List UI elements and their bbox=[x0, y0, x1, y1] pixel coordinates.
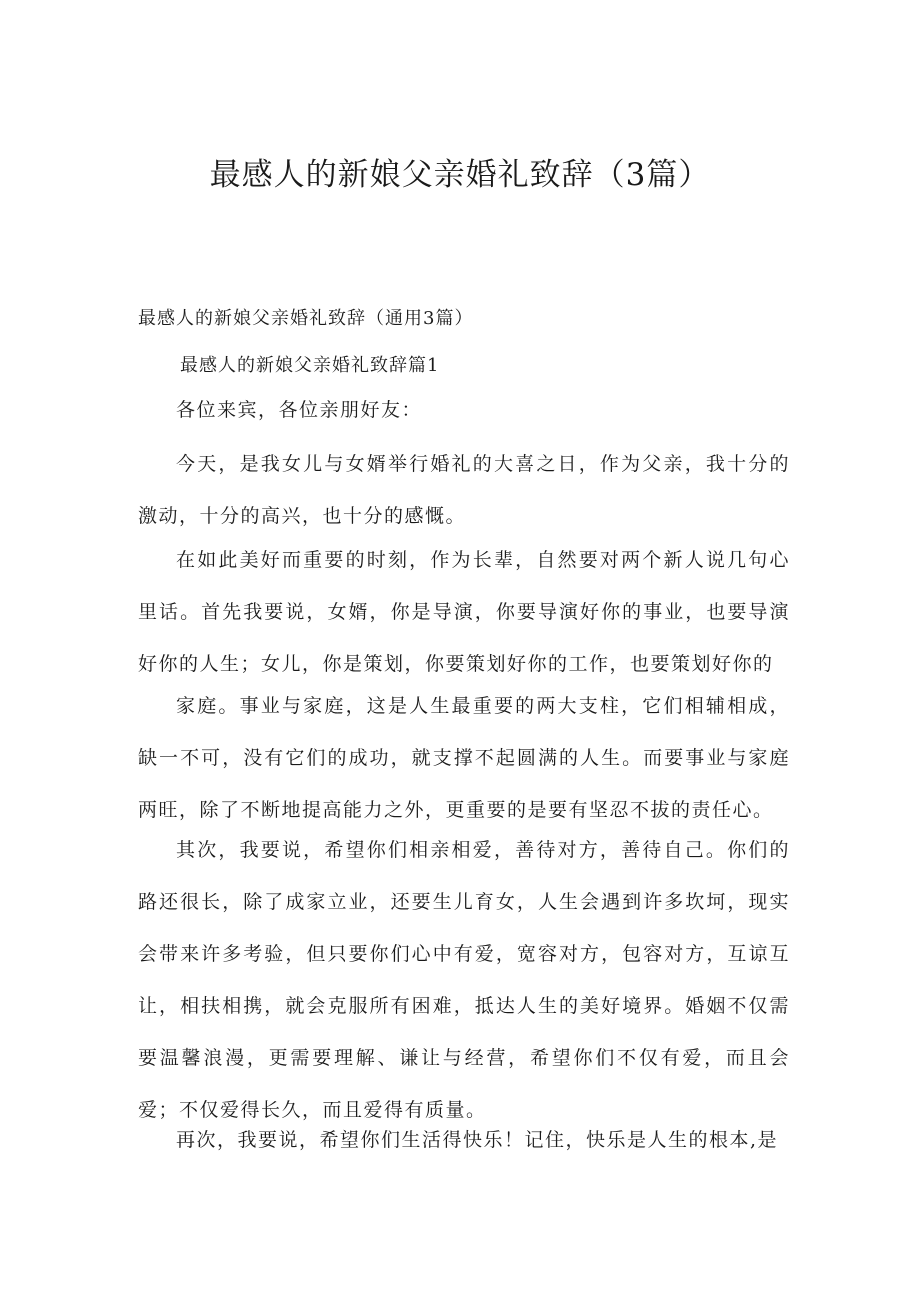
paragraph-2: 在如此美好而重要的时刻，作为长辈，自然要对两个新人说几句心里话。首先我要说，女婿，你是导演，你要导演好你的事业，也要导演好你的人生；女儿，你是策划，你要策划好你的工作，也要策划好你的 bbox=[138, 549, 790, 675]
document-title: 最感人的新娘父亲婚礼致辞（3篇） bbox=[209, 157, 711, 193]
document-subtitle: 最感人的新娘父亲婚礼致辞（通用3篇） bbox=[138, 308, 474, 329]
paragraph-3: 家庭。事业与家庭，这是人生最重要的两大支柱，它们相辅相成，缺一不可，没有它们的成功，就支撑不起圆满的人生。而要事业与家庭两旺，除了不断地提高能力之外，更重要的是要有坚忍不拔的责任心。 bbox=[138, 695, 790, 821]
paragraph-1: 今天，是我女儿与女婿举行婚礼的大喜之日，作为父亲，我十分的激动，十分的高兴，也十分的感慨。 bbox=[138, 453, 790, 527]
section-heading: 最感人的新娘父亲婚礼致辞篇1 bbox=[180, 355, 440, 376]
paragraph-4: 其次，我要说，希望你们相亲相爱，善待对方，善待自己。你们的路还很长，除了成家立业，还要生儿育女，人生会遇到许多坎坷，现实会带来许多考验，但只要你们心中有爱，宽容对方，包容对方，互谅互让，相扶相携，就会克服所有困难，抵达人生的美好境界。婚姻不仅需要温馨浪漫，更需要理解、谦让与经营，希望你们不仅有爱，而且会爱；不仅爱得长久，而且爱得有质量。 bbox=[138, 839, 790, 1121]
paragraph-5: 再次，我要说，希望你们生活得快乐！记住，快乐是人生的根本,是 bbox=[176, 1129, 779, 1151]
paragraph-greeting: 各位来宾，各位亲朋好友： bbox=[176, 399, 423, 421]
